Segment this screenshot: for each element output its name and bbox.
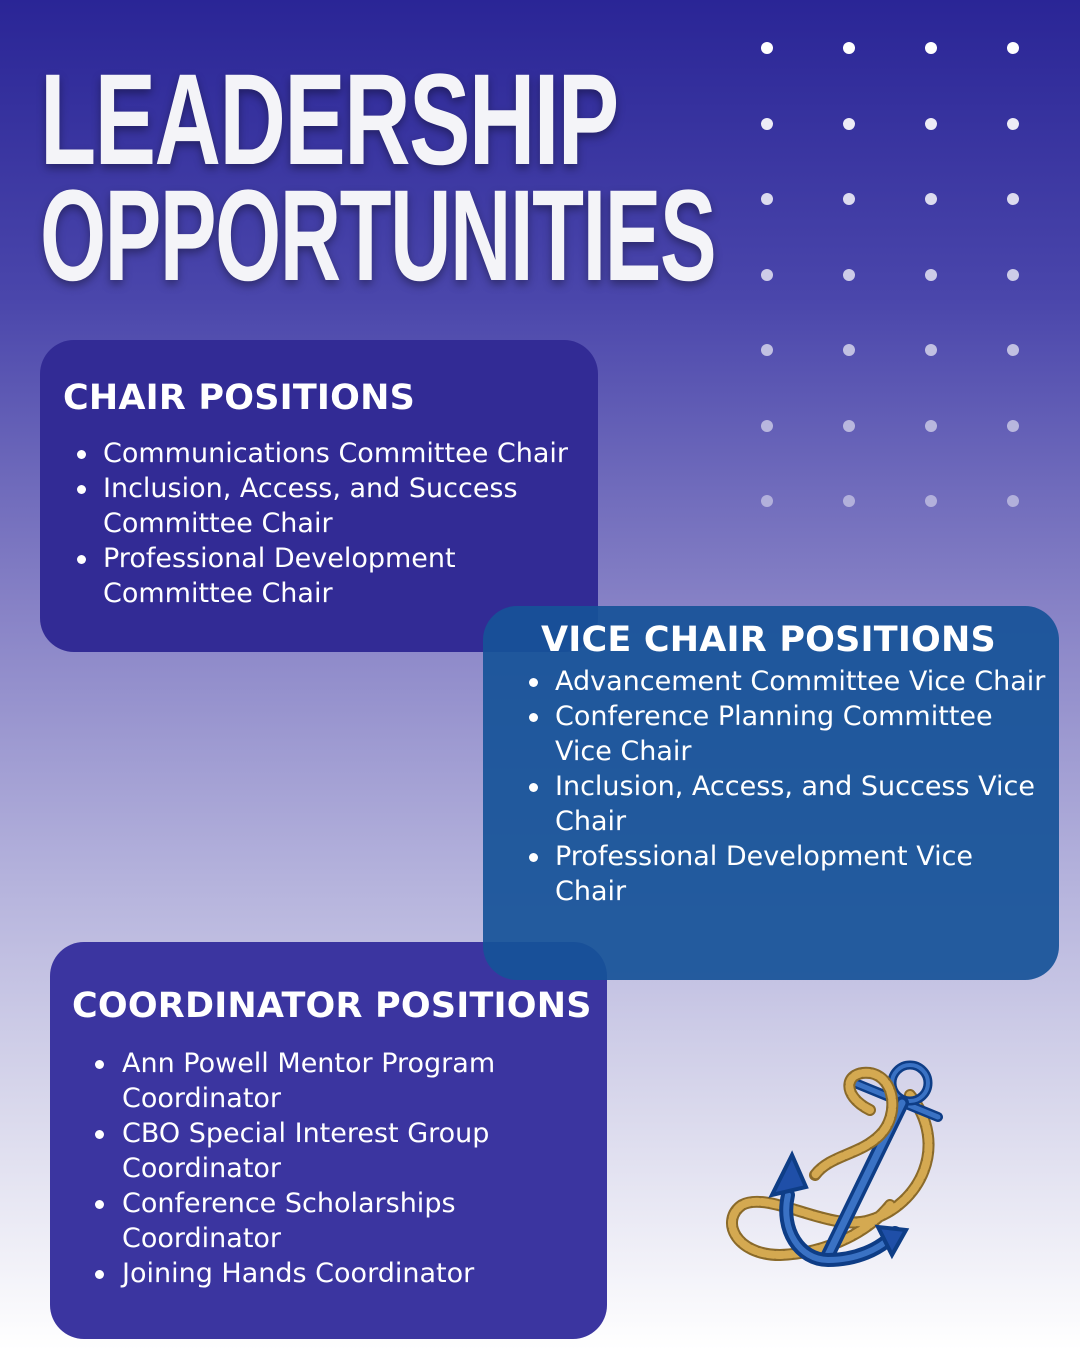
grid-dot <box>925 420 937 432</box>
chair-positions-heading: CHAIR POSITIONS <box>63 378 416 418</box>
vice-chair-positions-card <box>483 606 1059 980</box>
chair-positions-list <box>63 436 584 611</box>
vice-chair-positions-heading: VICE CHAIR POSITIONS <box>541 620 996 660</box>
list-item: Conference Planning Committee Vice Chair <box>555 699 1049 769</box>
grid-dot <box>1007 42 1019 54</box>
coordinator-positions-card <box>50 942 607 1339</box>
list-item: Communications Committee Chair <box>103 436 584 471</box>
list-item: Inclusion, Access, and Success Committee Chair <box>103 471 584 541</box>
list-item: Professional Development Vice Chair <box>555 839 1049 909</box>
grid-dot <box>761 495 773 507</box>
grid-dot <box>761 344 773 356</box>
list-item: CBO Special Interest Group Coordinator <box>122 1116 597 1186</box>
grid-dot <box>925 42 937 54</box>
grid-dot <box>843 42 855 54</box>
coordinator-positions-list <box>72 1046 597 1291</box>
grid-dot <box>1007 420 1019 432</box>
grid-dot <box>843 495 855 507</box>
list-item: Professional Development Committee Chair <box>103 541 584 611</box>
page-title <box>40 47 978 309</box>
list-item: Inclusion, Access, and Success Vice Chair <box>555 769 1049 839</box>
grid-dot <box>925 495 937 507</box>
coordinator-positions-heading: COORDINATOR POSITIONS <box>72 986 592 1026</box>
grid-dot <box>1007 118 1019 130</box>
grid-dot <box>1007 495 1019 507</box>
title-line-2: OPPORTUNITIES <box>40 163 716 309</box>
grid-dot <box>761 42 773 54</box>
grid-dot <box>1007 193 1019 205</box>
grid-dot <box>843 344 855 356</box>
grid-dot <box>843 420 855 432</box>
list-item: Advancement Committee Vice Chair <box>555 664 1049 699</box>
grid-dot <box>1007 344 1019 356</box>
grid-dot <box>1007 269 1019 281</box>
list-item: Joining Hands Coordinator <box>122 1256 597 1291</box>
vice-chair-positions-list <box>515 664 1049 909</box>
title-line-1: LEADERSHIP <box>40 47 618 193</box>
grid-dot <box>761 420 773 432</box>
list-item: Ann Powell Mentor Program Coordinator <box>122 1046 597 1116</box>
grid-dot <box>925 344 937 356</box>
anchor-with-rope-icon <box>720 1055 960 1285</box>
list-item: Conference Scholarships Coordinator <box>122 1186 597 1256</box>
